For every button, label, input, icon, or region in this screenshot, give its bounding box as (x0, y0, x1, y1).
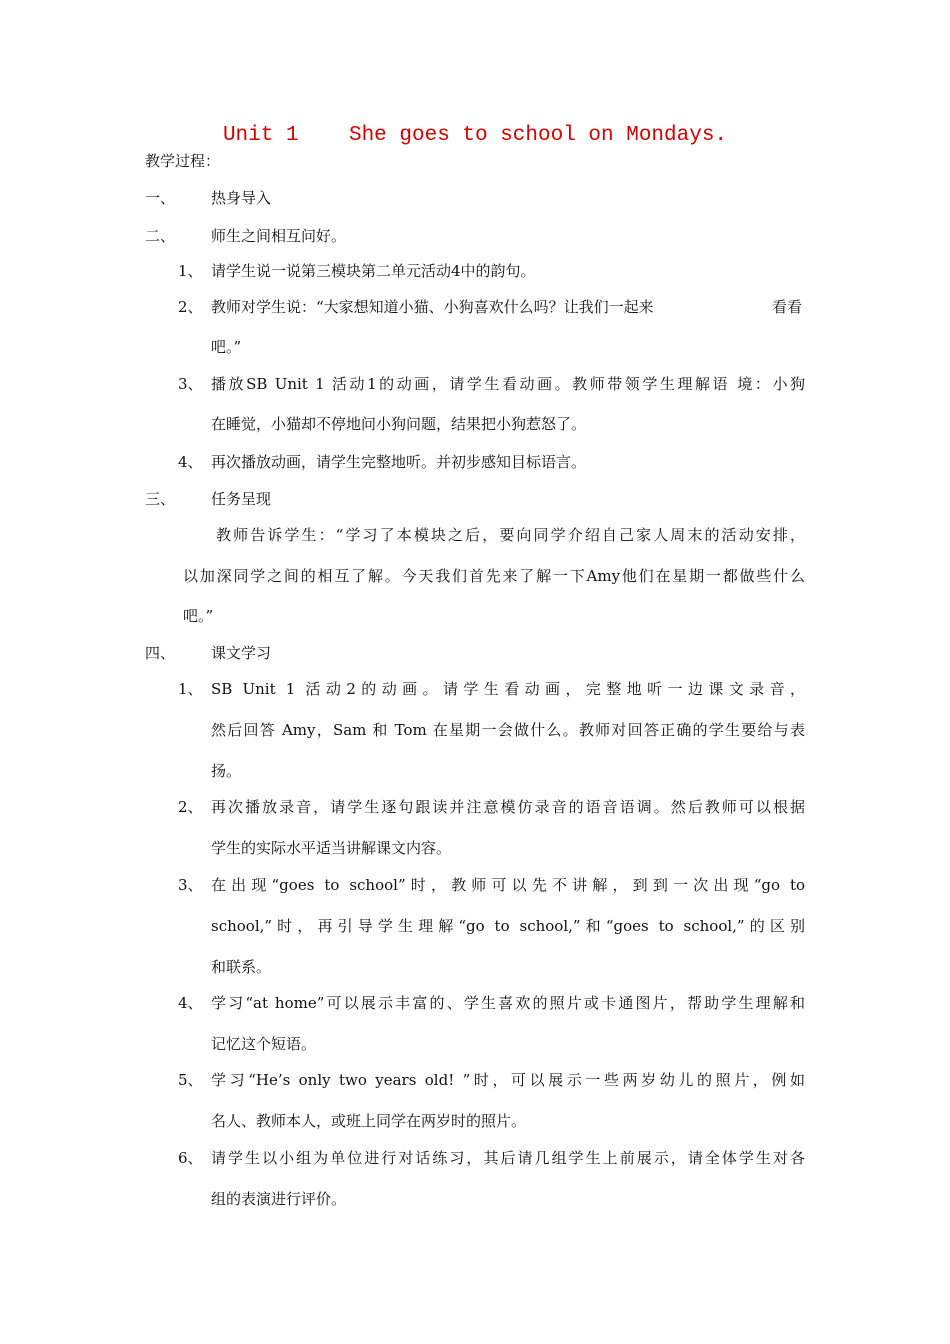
item-text: 吧。” (211, 338, 242, 356)
item-text: 然后回答 Amy，Sam 和 Tom 在星期一会做什么。教师对回答正确的学生要给与表 (211, 721, 805, 739)
item-number: 3、 (178, 876, 203, 894)
item-text: 教师对学生说：“大家想知道小猫、小狗喜欢什么吗？让我们一起来 (211, 298, 654, 316)
item-text: SB Unit 1 活动2的动画。请学生看动画，完整地听一边课文录音， (211, 680, 805, 698)
section-heading: 课文学习 (211, 644, 272, 662)
item-number: 4、 (178, 453, 203, 471)
section-number: 三、 (145, 490, 176, 508)
section-number: 一、 (145, 189, 176, 207)
item-number: 5、 (178, 1071, 203, 1089)
item-text: 学生的实际水平适当讲解课文内容。 (211, 839, 452, 857)
process-label: 教学过程： (145, 152, 221, 170)
section-heading: 热身导入 (211, 189, 272, 207)
paragraph-line: 吧。” (183, 607, 214, 625)
item-text: school,”时，再引导学生理解“go to school,”和“goes to school,”的区别 (211, 917, 805, 935)
item-number: 2、 (178, 298, 203, 316)
item-text: 学习“He’s only two years old! ”时，可以展示一些两岁幼儿的照片，例如 (211, 1071, 805, 1089)
item-number: 1、 (178, 262, 203, 280)
document-title: Unit 1 She goes to school on Mondays. (222, 124, 728, 147)
item-text: 在出现“goes to school”时，教师可以先不讲解，到到一次出现“go to (211, 876, 805, 894)
section-number: 二、 (145, 227, 176, 245)
item-number: 3、 (178, 375, 203, 393)
item-number: 6、 (178, 1149, 203, 1167)
item-text: 学习“at home”可以展示丰富的、学生喜欢的照片或卡通图片，帮助学生理解和 (211, 994, 805, 1012)
item-text: 记忆这个短语。 (211, 1035, 317, 1053)
item-number: 2、 (178, 798, 203, 816)
item-number: 1、 (178, 680, 203, 698)
item-text: 扬。 (211, 762, 242, 780)
item-number: 4、 (178, 994, 203, 1012)
item-text: 和联系。 (211, 958, 272, 976)
section-heading: 师生之间相互问好。 (211, 227, 347, 245)
section-heading: 任务呈现 (211, 490, 272, 508)
item-text: 组的表演进行评价。 (211, 1190, 347, 1208)
item-text: 再次播放录音，请学生逐句跟读并注意模仿录音的语音语调。然后教师可以根据 (211, 798, 805, 816)
item-text: 请学生说一说第三模块第二单元活动4中的韵句。 (211, 262, 536, 280)
item-text: 请学生以小组为单位进行对话练习，其后请几组学生上前展示，请全体学生对各 (211, 1149, 805, 1167)
section-number: 四、 (145, 644, 176, 662)
item-text: 播放SB Unit 1 活动1的动画，请学生看动画。教师带领学生理解语 境：小狗 (211, 375, 805, 393)
paragraph-line: 教师告诉学生：“学习了本模块之后，要向同学介绍自己家人周末的活动安排， (216, 526, 805, 544)
item-text: 在睡觉，小猫却不停地问小狗问题，结果把小狗惹怒了。 (211, 415, 587, 433)
item-text: 名人、教师本人，或班上同学在两岁时的照片。 (211, 1112, 527, 1130)
item-text: 再次播放动画，请学生完整地听。并初步感知目标语言。 (211, 453, 587, 471)
item-text: 看看 (772, 298, 803, 316)
paragraph-line: 以加深同学之间的相互了解。今天我们首先来了解一下Amy他们在星期一都做些什么 (183, 567, 805, 585)
